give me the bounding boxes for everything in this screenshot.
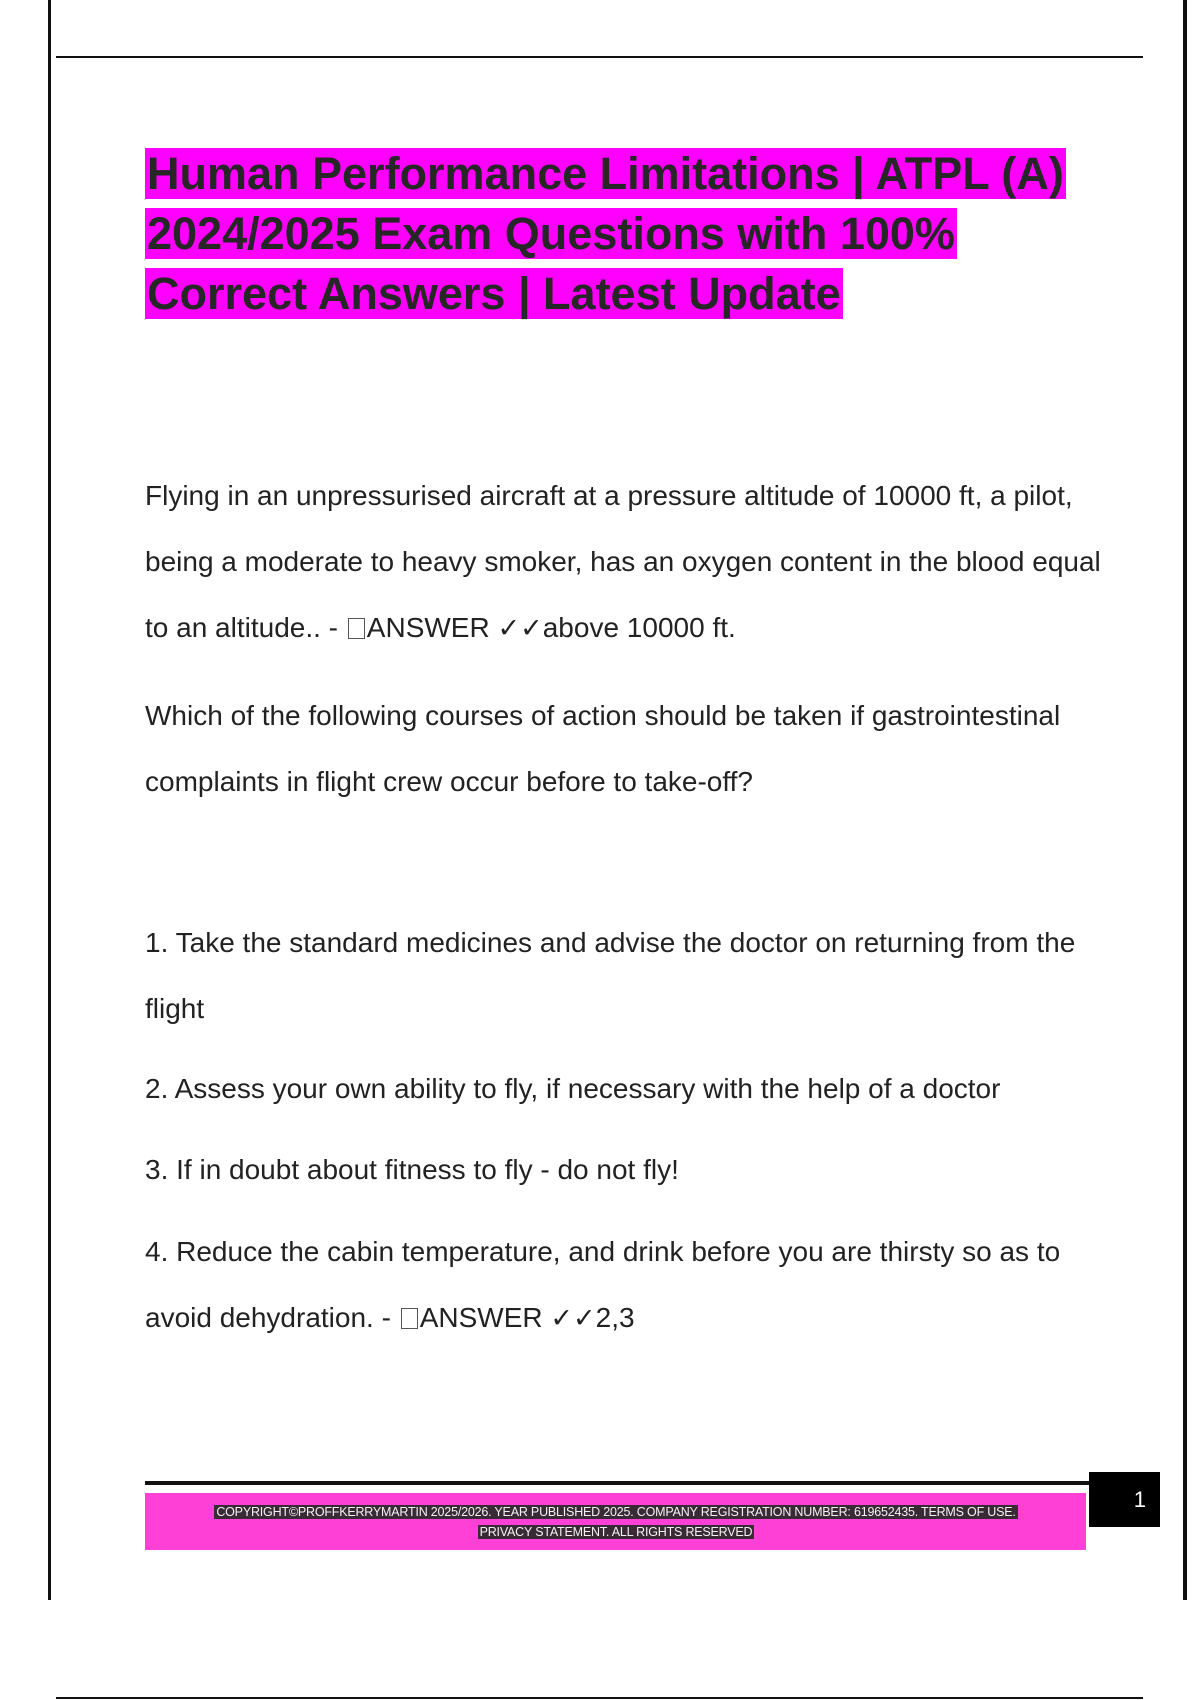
question-1-text: Flying in an unpressurised aircraft at a pressure altitude of 10000 ft, a pilot, being a moderate to heavy smoker, has an oxygen content in the blood equal to an altitude.. -	[145, 480, 1101, 643]
question-1	[145, 463, 1105, 662]
question-2-option-3	[145, 1137, 1105, 1203]
question-2-option-4	[145, 1219, 1105, 1352]
question-1-answer-label: ANSWER	[366, 612, 498, 643]
checkbox-glyph-icon	[348, 618, 365, 639]
page-left-border	[48, 0, 51, 1600]
double-check-icon: ✓✓	[497, 613, 543, 644]
question-2-answer: 2,3	[595, 1302, 635, 1333]
document-title-text: Human Performance Limitations | ATPL (A) 2024/2025 Exam Questions with 100% Correct Answers | Latest Update	[147, 148, 1064, 319]
page-number: 1	[1089, 1472, 1160, 1527]
question-2	[145, 683, 1105, 815]
option-text: 3. If in doubt about fitness to fly - do not fly!	[145, 1154, 679, 1185]
question-2-option-1	[145, 910, 1105, 1042]
double-check-icon: ✓✓	[550, 1303, 596, 1334]
document-title	[145, 144, 1105, 324]
question-2-answer-label: ANSWER	[419, 1302, 551, 1333]
question-1-answer: above 10000 ft.	[542, 612, 736, 643]
option-text: 2. Assess your own ability to fly, if necessary with the help of a doctor	[145, 1073, 1001, 1104]
footer-copyright	[165, 1502, 1067, 1542]
option-text: 4. Reduce the cabin temperature, and drink before you are thirsty so as to avoid dehydration. -	[145, 1236, 1061, 1333]
question-2-text: Which of the following courses of action should be taken if gastrointestinal complaints in flight crew occur before to take-off?	[145, 700, 1061, 797]
option-text: 1. Take the standard medicines and advise the doctor on returning from the flight	[145, 927, 1076, 1024]
next-page-rule	[56, 1697, 1143, 1699]
checkbox-glyph-icon	[401, 1308, 418, 1329]
footer-line-2: PRIVACY STATEMENT. ALL RIGHTS RESERVED	[479, 1525, 753, 1539]
page-right-border	[1183, 0, 1187, 1600]
footer-rule	[145, 1481, 1089, 1485]
footer-line-1: COPYRIGHT©PROFFKERRYMARTIN 2025/2026. YEAR PUBLISHED 2025. COMPANY REGISTRATION NUMBER: 619652435. TERMS OF USE.	[216, 1505, 1016, 1519]
question-2-option-2	[145, 1056, 1105, 1122]
header-rule	[56, 56, 1143, 58]
